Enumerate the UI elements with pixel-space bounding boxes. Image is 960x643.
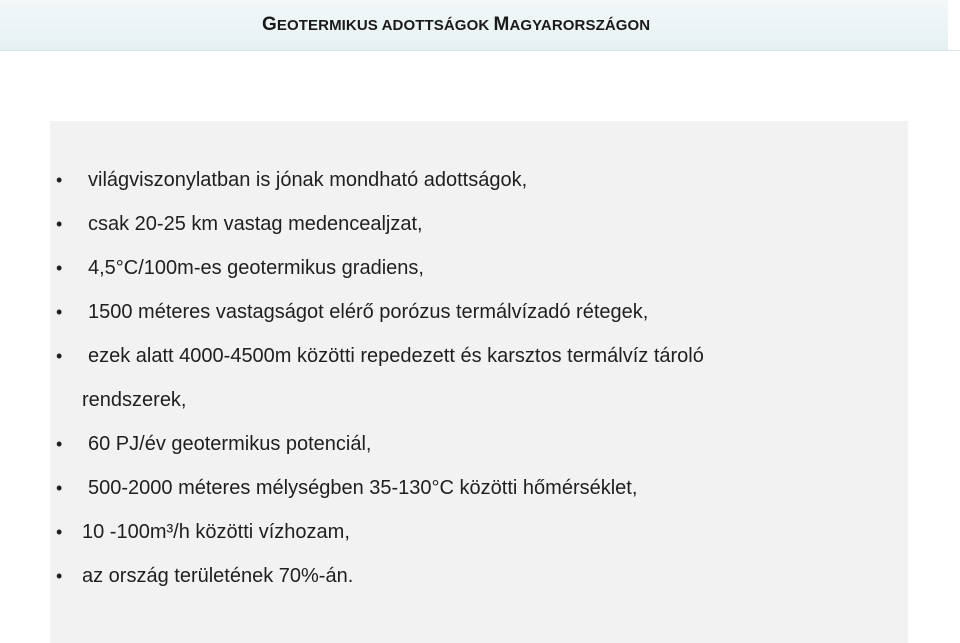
bullet-icon: • xyxy=(56,434,63,454)
list-item-text: 500-2000 méteres mélységben 35-130°C közötti hőmérséklet, xyxy=(88,477,638,499)
page-title xyxy=(262,14,650,36)
list-item-text: ezek alatt 4000-4500m közötti repedezett és karsztos termálvíz tároló xyxy=(88,345,704,367)
bullet-icon: • xyxy=(56,346,63,366)
list-item-text: 10 -100m³/h közötti vízhozam, xyxy=(82,521,350,543)
list-item-text: 1500 méteres vastagságot elérő porózus termálvízadó rétegek, xyxy=(88,301,649,323)
bullet-icon: • xyxy=(56,478,63,498)
title-part: EOTERMIKUS ADOTTSÁGOK xyxy=(276,17,494,34)
list-item-text: 4,5°C/100m-es geotermikus gradiens, xyxy=(88,257,424,279)
bullet-icon: • xyxy=(56,522,63,542)
bullet-icon: • xyxy=(56,566,63,586)
title-part: AGYARORSZÁGON xyxy=(509,17,651,34)
title-part: G xyxy=(262,14,277,35)
title-bar xyxy=(0,0,960,51)
bullet-icon: • xyxy=(56,170,63,190)
title-bar-edge xyxy=(948,0,960,50)
bullet-icon: • xyxy=(56,258,63,278)
bullet-icon: • xyxy=(56,302,63,322)
list-item-text: rendszerek, xyxy=(82,389,187,411)
list-item-text: csak 20-25 km vastag medencealjzat, xyxy=(88,213,423,235)
list-item-text: az ország területének 70%-án. xyxy=(82,565,354,587)
bullet-icon: • xyxy=(56,214,63,234)
list-item-text: 60 PJ/év geotermikus potenciál, xyxy=(88,433,372,455)
title-part: M xyxy=(493,14,510,35)
list-item-text: világviszonylatban is jónak mondható adottságok, xyxy=(88,169,528,191)
